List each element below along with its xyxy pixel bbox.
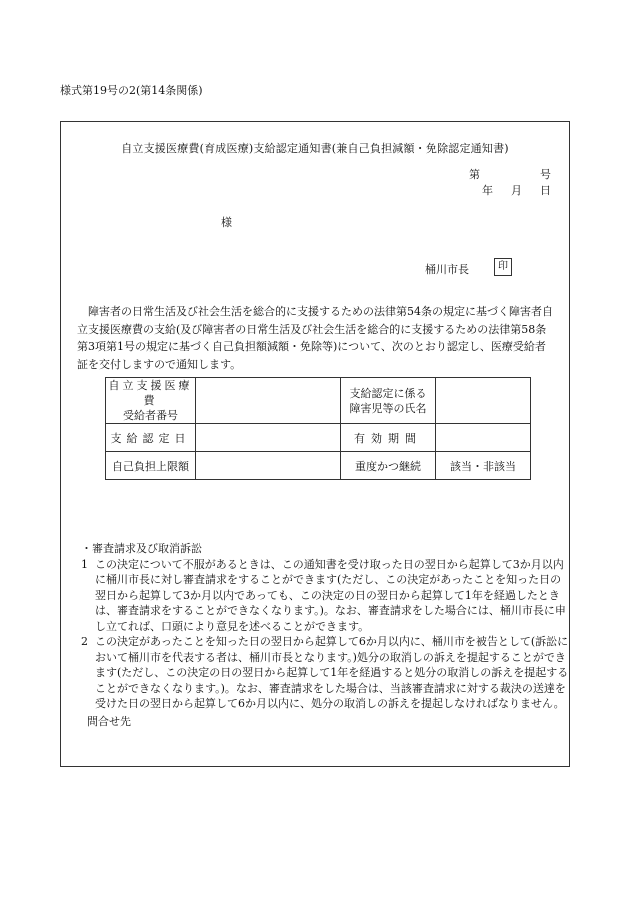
date-day: 日 xyxy=(540,184,551,197)
validity-period-label: 有効期間 xyxy=(341,424,436,452)
issuer-name: 桶川市長 xyxy=(425,263,469,276)
recipient-number-label xyxy=(106,378,196,424)
copay-limit-cell xyxy=(196,452,341,480)
appeal-note-item xyxy=(81,634,569,712)
notice-frame xyxy=(60,121,570,767)
document-title: 自立支援医療費(育成医療)支給認定通知書(兼自己負担減額・免除認定通知書) xyxy=(121,142,509,155)
appeal-note-number: 2 xyxy=(81,635,88,648)
notice-body-text: 障害者の日常生活及び社会生活を総合的に支援するための法律第54条の規定に基づく障害者自立支援医療費の支給(及び障害者の日常生活及び社会生活を総合的に支援するための法律第58条第3項第1号の規定に基づく自己負担額減額・免除等)について、次のとおり認定し、医療受給者証を交付しますので通知します。 xyxy=(77,305,553,371)
child-name-label-line2: 障害児等の氏名 xyxy=(349,401,427,415)
certification-date-label: 支給認定日 xyxy=(106,424,196,452)
appeal-note-number: 1 xyxy=(81,557,88,571)
child-name-label-line1: 支給認定に係る xyxy=(349,386,427,400)
appeal-note-text: この決定があったことを知った日の翌日から起算して6か月以内に、桶川市を被告として(訴訟において桶川市を代表する者は、桶川市長となります。)処分の取消しの訴えを提起することができます(ただし、この決定の日の翌日から起算して1年を経過すると処分の取消しの訴えを提起することができなくなります。)。なお、審査請求をした場合は、当該審査請求に対する裁決の送達を受けた日の翌日から起算して6か月以内に、処分の取消しの訴えを提起しなければなりません。 xyxy=(95,635,569,710)
copay-limit-label: 自己負担上限額 xyxy=(106,452,196,480)
issue-date xyxy=(482,182,551,198)
child-name-cell xyxy=(436,378,531,424)
form-number: 様式第19号の2(第14条関係) xyxy=(60,84,203,97)
recipient-number-label-line1: 自立支援医療費 xyxy=(108,379,193,407)
child-name-label xyxy=(341,378,436,424)
appeal-note-item xyxy=(81,557,569,635)
appeal-note-text: この決定について不服があるときは、この通知書を受け取った日の翌日から起算して3か月以内に桶川市長に対し審査請求をすることができます(ただし、この決定があったことを知った日の翌日から起算して3か月以内であっても、この決定の日の翌日から起算して1年を経過したときは、審査請求をすることができなくなります。)。なお、審査請求をした場合には、桶川市長に申し立てれば、口頭により意見を述べることができます。 xyxy=(95,557,566,633)
severe-continuous-label: 重度かつ継続 xyxy=(341,452,436,480)
certification-date-cell xyxy=(196,424,341,452)
date-month: 月 xyxy=(511,184,522,197)
validity-period-cell xyxy=(436,424,531,452)
appeal-notes-heading: ・審査請求及び取消訴訟 xyxy=(81,542,202,555)
seal-stamp: 印 xyxy=(494,258,512,276)
appeal-notes xyxy=(81,541,569,712)
recipient-number-label-line2: 受給者番号 xyxy=(123,409,178,422)
doc-number-suffix: 号 xyxy=(540,168,551,181)
date-year: 年 xyxy=(482,184,493,197)
addressee-suffix: 様 xyxy=(221,216,232,229)
contact-label: 問合せ先 xyxy=(87,715,131,728)
doc-number-prefix: 第 xyxy=(469,168,480,181)
document-number xyxy=(469,166,551,182)
recipient-number-cell xyxy=(196,378,341,424)
certification-table xyxy=(105,377,531,480)
severe-continuous-value: 該当・非該当 xyxy=(436,452,531,480)
